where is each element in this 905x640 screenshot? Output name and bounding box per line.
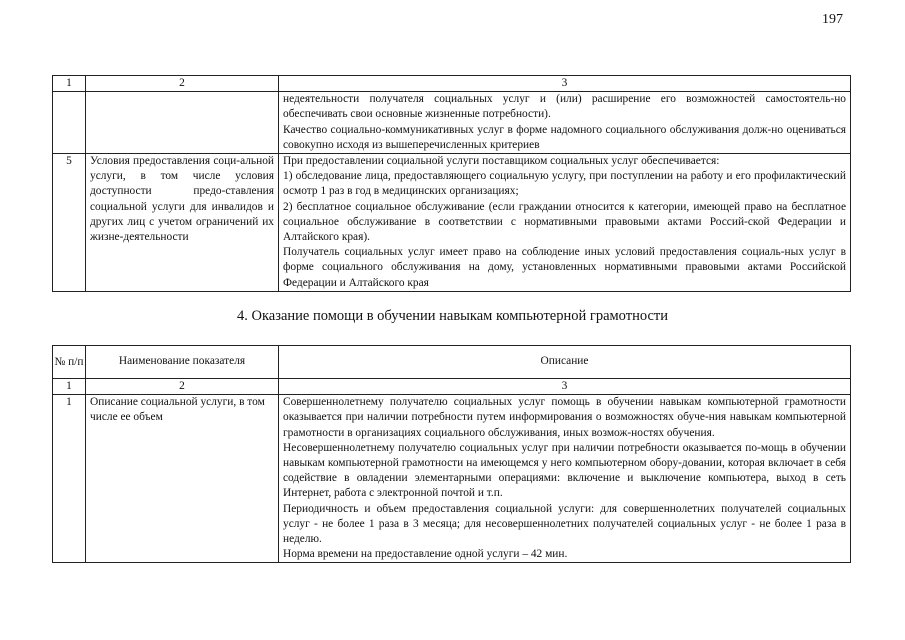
table-row	[53, 154, 851, 292]
header-number: № п/п	[53, 346, 86, 379]
description-paragraph: Несовершеннолетнему получателю социальных услуг при наличии потребности оказывается по-мощь в обучении навыкам компьютерной грамотности на имеющемся у него компьютерном обору-довании, которая включает в себя содействие в овладении элементарными операциями: включение и выключение компьютера, выход в сеть Интернет, работа с электронной почтой и т.п.	[283, 441, 846, 500]
services-table	[52, 345, 851, 563]
indicator-cell	[86, 92, 279, 154]
table-row	[53, 395, 851, 563]
column-number-row	[53, 76, 851, 92]
row-number-cell	[53, 92, 86, 154]
header-row	[53, 346, 851, 379]
description-cell	[279, 154, 851, 292]
description-paragraph: 1) обследование лица, предоставляющего социальную услугу, при поступлении на работу и его профилактический осмотр 1 раз в год в медицинских организациях;	[283, 170, 846, 198]
column-number-row	[53, 379, 851, 395]
description-paragraph: Совершеннолетнему получателю социальных услуг помощь в обучении навыкам компьютерной грамотности оказывается при наличии потребности путем информирования о возможностях обуче-ния навыкам компьютерной грамотности в организациях социального обслуживания, иных возмож-ностях обучения.	[283, 396, 846, 439]
row-number-cell: 1	[53, 395, 86, 563]
header-indicator: Наименование показателя	[86, 346, 279, 379]
description-paragraph: 2) бесплатное социальное обслуживание (если граждании относится к категории, имеющей право на бесплатное социальное обслуживание в соответствии с нормативными правовыми актами Россий-ской Федерации и Алтайского края).	[283, 200, 846, 244]
services-table-continued	[52, 75, 851, 292]
page-number: 197	[822, 12, 843, 27]
description-paragraph: Качество социально-коммуникативных услуг в форме надомного социального обслуживания долж-но оцениваться совокупно исходя из вышеперечисленных критериев	[283, 123, 846, 151]
description-paragraph: Периодичность и объем предоставления социальной услуги: для совершеннолетних получателей социальных услуг - не более 1 раза в 3 месяца; для несовершеннолетних получателей социальных услуг - не более 1 раза в неделю.	[283, 502, 846, 546]
col-number-2: 2	[86, 379, 279, 395]
col-number-1: 1	[53, 379, 86, 395]
indicator-cell: Описание социальной услуги, в том числе ее объем	[86, 395, 279, 563]
description-paragraph: При предоставлении социальной услуги поставщиком социальных услуг обеспечивается:	[283, 155, 720, 168]
section-title: 4. Оказание помощи в обучении навыкам компьютерной грамотности	[237, 308, 668, 324]
description-paragraph: Норма времени на предоставление одной услуги – 42 мин.	[283, 548, 568, 561]
header-description: Описание	[279, 346, 851, 379]
col-number-1: 1	[53, 76, 86, 92]
col-number-3: 3	[279, 76, 851, 92]
row-number-cell: 5	[53, 154, 86, 292]
indicator-cell: Условия предоставления соци-альной услуги, в том числе условия доступности предо-ставления социальной услуги для инвалидов и других лиц с учетом ограничений их жизне-деятельности	[86, 154, 279, 292]
col-number-2: 2	[86, 76, 279, 92]
description-paragraph: Получатель социальных услуг имеет право на соблюдение иных условий предоставления социаль-ных услуг в форме социального обслуживания на дому, установленных нормативными правовыми актами Российской Федерации и Алтайского края	[283, 246, 846, 289]
description-cell	[279, 92, 851, 154]
table-row	[53, 92, 851, 154]
description-cell	[279, 395, 851, 563]
col-number-3: 3	[279, 379, 851, 395]
description-paragraph: недеятельности получателя социальных услуг и (или) расширение его возможностей самостоятель-но обеспечивать свои основные жизненные потребности).	[283, 93, 846, 121]
